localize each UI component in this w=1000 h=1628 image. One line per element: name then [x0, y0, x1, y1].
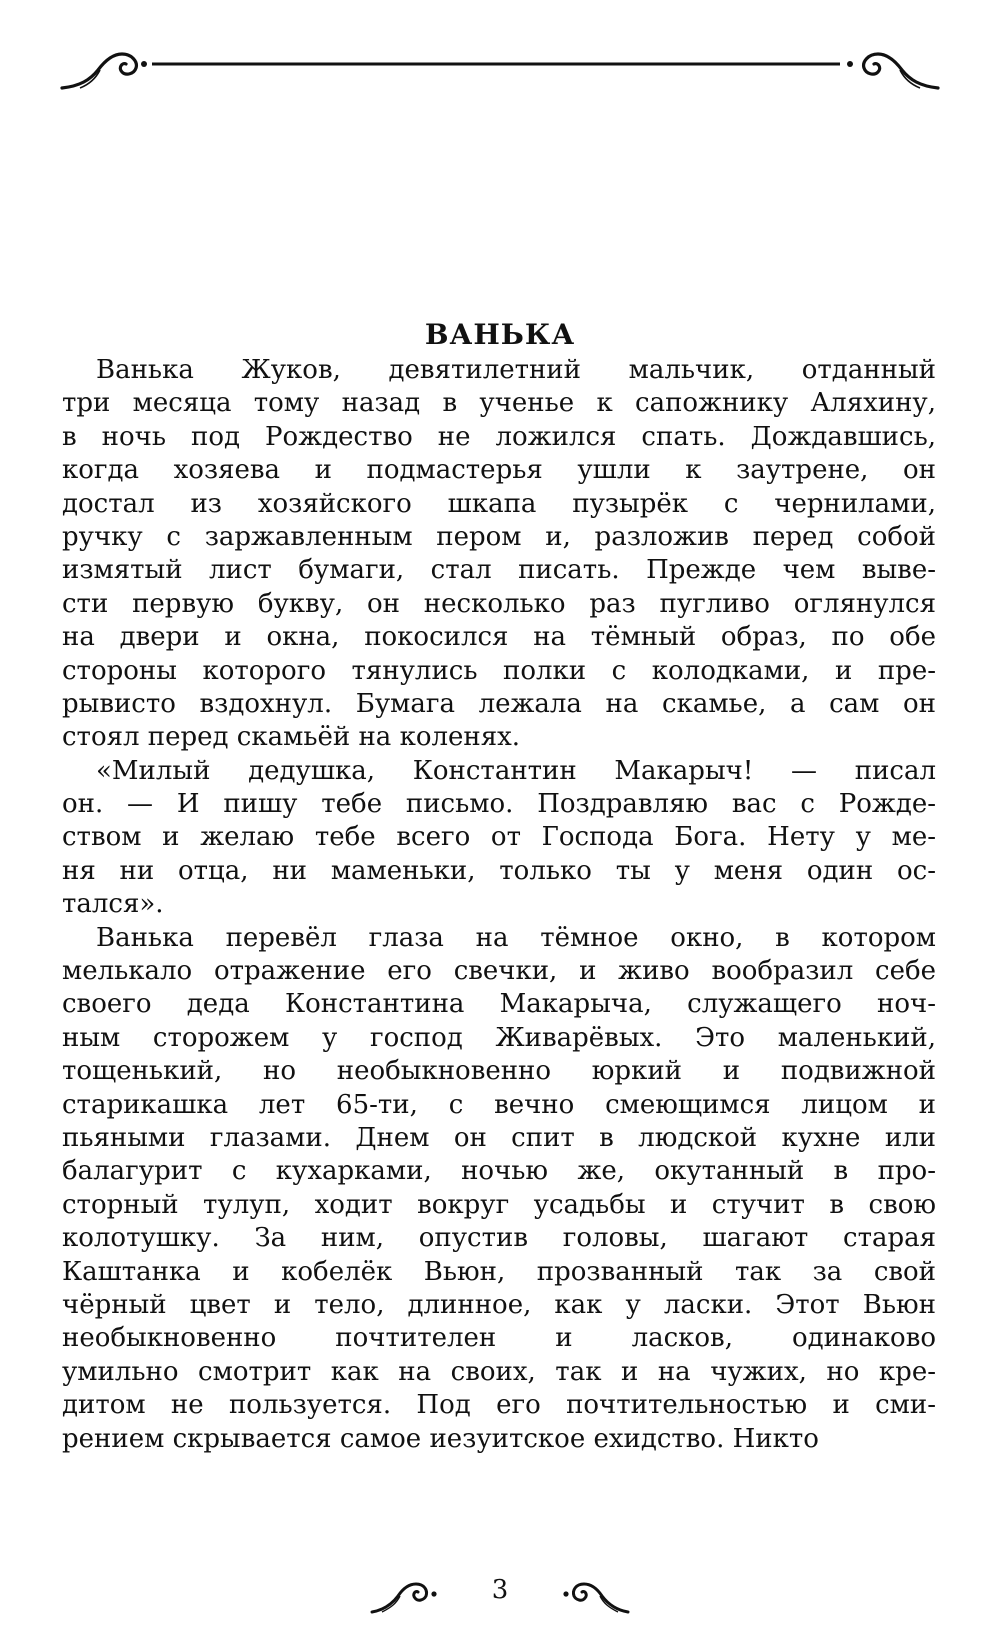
text-line: ством и желаю тебе всего от Господа Бога. Нету у ме-	[62, 822, 936, 853]
paragraph	[62, 354, 936, 755]
page-number: 3	[491, 1575, 509, 1605]
text-line: ным сторожем у господ Живарёвых. Это маленький,	[62, 1022, 936, 1053]
text-line: стороны которого тянулись полки с колодками, и пре-	[62, 655, 936, 686]
header-ornament	[60, 40, 940, 100]
text-line: мелькало отражение его свечки, и живо вообразил себе	[62, 956, 936, 987]
paragraph	[62, 755, 936, 922]
text-line: в ночь под Рождество не ложился спать. Дождавшись,	[62, 421, 936, 452]
text-line: на двери и окна, покосился на тёмный образ, по обе	[62, 622, 936, 653]
text-line: своего деда Константина Макарыча, служащего ноч-	[62, 989, 936, 1020]
text-line: стоял перед скамьёй на коленях.	[62, 722, 521, 753]
text-line: измятый лист бумаги, стал писать. Прежде чем выве-	[62, 555, 936, 586]
text-line: ручку с заржавленным пером и, разложив перед собой	[62, 521, 936, 552]
text-line: рением скрывается самое иезуитское ехидство. Никто	[62, 1423, 819, 1454]
text-line: тался».	[62, 889, 164, 920]
text-line: Ванька Жуков, девятилетний мальчик, отданный	[96, 355, 936, 385]
text-line: балагурит с кухарками, ночью же, окутанный в про-	[62, 1156, 936, 1187]
text-line: чёрный цвет и тело, длинное, как у ласки. Этот Вьюн	[62, 1289, 936, 1320]
header-flourish-icon	[60, 40, 940, 100]
text-line: он. — И пишу тебе письмо. Поздравляю вас с Рожде-	[62, 789, 936, 820]
text-line: старикашка лет 65-ти, с вечно смеющимся лицом и	[62, 1089, 936, 1120]
text-line: необыкновенно почтителен и ласков, одинаково	[62, 1323, 936, 1354]
text-line: дитом не пользуется. Под его почтительностью и сми-	[62, 1390, 936, 1421]
text-line: пьяными глазами. Днем он спит в людской кухне или	[62, 1122, 936, 1153]
text-line: сторный тулуп, ходит вокруг усадьбы и стучит в свою	[62, 1189, 936, 1220]
text-line: ня ни отца, ни маменьки, только ты у меня один ос-	[62, 855, 936, 886]
chapter-title: ВАНЬКА	[424, 318, 576, 351]
text-line: «Милый дедушка, Константин Макарыч! — писал	[96, 755, 936, 786]
text-line: Каштанка и кобелёк Вьюн, прозванный так за свой	[62, 1256, 936, 1287]
text-line: сти первую букву, он несколько раз пугливо оглянулся	[62, 588, 936, 619]
body-text	[62, 354, 936, 1456]
text-line: умильно смотрит как на своих, так и на чужих, но кре-	[62, 1356, 936, 1387]
text-line: Ванька перевёл глаза на тёмное окно, в котором	[96, 922, 936, 953]
text-line: достал из хозяйского шкапа пузырёк с чернилами,	[62, 488, 936, 519]
text-line: колотушку. За ним, опустив головы, шагают старая	[62, 1223, 936, 1254]
text-line: рывисто вздохнул. Бумага лежала на скамье, а сам он	[62, 688, 936, 719]
text-line: когда хозяева и подмастерья ушли к заутрене, он	[62, 455, 936, 486]
text-line: три месяца тому назад в ученье к сапожнику Аляхину,	[62, 388, 936, 419]
text-line: тощенький, но необыкновенно юркий и подвижной	[62, 1056, 936, 1087]
paragraph	[62, 922, 936, 1456]
